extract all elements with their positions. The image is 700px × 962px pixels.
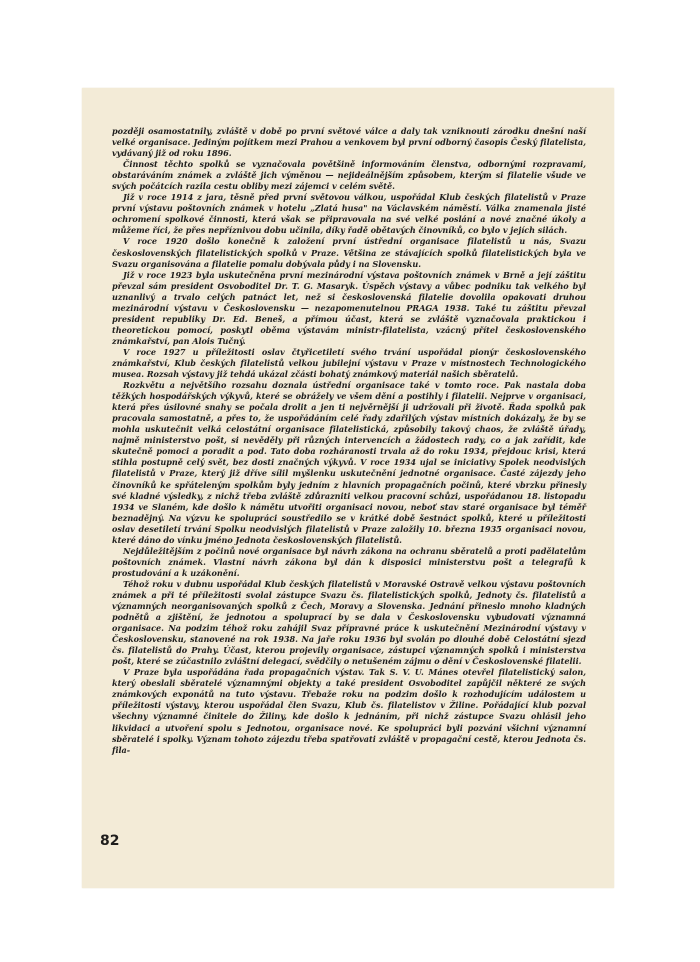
paragraph: Již v roce 1914 z jara, těsně před první světovou válkou, uspořádal Klub českých filatelistů v Praze první výstavu poštovních známek v hotelu „Zlatá husa" na Václavském náměstí. Válka znamenala jisté ochromení spolkové činnosti, která však se připravovala na své velké poslání a nové značné úkoly a můžeme říci, že přes nepříznivou dobu učinila, díky řadě obětavých činovníků, co bylo v jejích silách. <box>112 192 586 236</box>
paragraph: V Praze byla uspořádána řada propagačních výstav. Tak S. V. U. Mánes otevřel filatelistický salon, který obeslali sběratelé významnými objekty a také president Osvoboditel zapůjčil některé ze svých známkových exponátů na tuto výstavu. Třebaže roku na podzim došlo k rozhodujícím událostem u příležitosti výstavy, kterou uspořádal člen Svazu, Klub čs. filatelistov v Žiline. Pořádající klub pozval všechny významné činitele do Žiliny, kde došlo k jednáním, při nichž zástupce Svazu ohlásil jeho likvidaci a utvoření spolu s Jednotou, organisace nové. Ke spolupráci byli pozváni všichni významní sběratelé i spolky. Význam tohoto zájezdu třeba spatřovati zvláště v propagační cestě, kterou Jednota čs. fila- <box>112 667 586 755</box>
paragraph: V roce 1920 došlo konečně k založení první ústřední organisace filatelistů u nás, Svazu československých filatelistických spolků v Praze. Většina ze stávajících spolků filatelistických byla ve Svazu organisována a filatelie pomalu dobývala půdy i na Slovensku. <box>112 236 586 269</box>
paragraph: V roce 1927 u příležitosti oslav čtyřicetiletí svého trvání uspořádal pionýr československého známkařství, Klub českých filatelistů velkou jubilejní výstavu v Praze v místnostech Technologického musea. Rozsah výstavy již tehdá ukázal zčásti bohatý známkový materiál našich sběratelů. <box>112 346 586 380</box>
paragraph: Činnost těchto spolků se vyznačovala povětšině informováním členstva, odbornými rozpravami, obstaráváním známek a zvláště jich výměnou — nejideálnějším způsobem, kterým si filatelie všude ve svých počátcích razila cestu obliby mezi zájemci v celém světě. <box>112 159 586 192</box>
paragraph: Rozkvětu a největšího rozsahu doznala ústřední organisace také v tomto roce. Pak nastala doba těžkých hospodářských výkyvů, které se obrážely ve všem dění a postihly i filatelii. Nejprve v organisaci, která přes úsilovné snahy se počala drolit a jen ti nejvěrnější ji udržovali při životě. Řada spolků pak pracovala samostatně, a přes to, že uspořádáním celé řady zdařilých výstav místních dokázaly, že by se mohla uskutečnit velká celostátní organisace filatelistická, způsobily takový chaos, že zvláště úřady, najmě ministerstvo pošt, si nevěděly při různých intervencích a žádostech rady, co a jak zařídit, kde skutečně pomoci a poradit a pod. Tato doba rozháranosti trvala až do roku 1934, přejdouc krisi, která stihla postupně celý svět, bez dosti značných výkyvů. V roce 1934 ujal se iniciativy Spolek neodvislých filatelistů v Praze, který již dříve sílil myšlenku uskutečnění jednotné organisace. Časté zájezdy jeho činovníků ke spřáteleným spolkům byly jedním z hlavních propagačních počinů, které vbrzku přinesly své kladné výsledky, z nichž třeba zvláště zdůrazniti velkou pracovní schůzi, uspořádanou 18. listopadu 1934 ve Slaném, kde došlo k námětu utvořiti organisaci novou, neboť stav staré organisace byl téměř beznadějný. Na výzvu ke spolupráci soustředilo se v krátké době šestnáct spolků, které u příležitosti oslav desetiletí trvání Spolku neodvislých filatelistů v Praze založily 10. března 1935 organisaci novou, které dáno do vínku jméno Jednota československých filatelistů. <box>112 380 586 545</box>
page-number: 82 <box>100 833 120 849</box>
body-text <box>112 126 586 756</box>
paragraph: později osamostatnily, zvláště v době po první světové válce a daly tak vzniknouti zárodku dnešní naší velké organisace. Jediným pojítkem mezi Prahou a venkovem byl první odborný časopis Český filatelista, vydávaný již od roku 1896. <box>112 126 586 159</box>
book-page <box>82 88 614 888</box>
paragraph: Téhož roku v dubnu uspořádal Klub českých filatelistů v Moravské Ostravě velkou výstavu poštovních známek a při té příležitosti svolal zástupce Svazu čs. filatelistických spolků, Jednoty čs. filatelistů a významných neorganisovaných spolků z Čech, Moravy a Slovenska. Jednání přineslo mnoho kladných podnětů a zjištění, že jednotou a spoluprací by se dala v Československu vybudovati významná organisace. Na podzim téhož roku zahájil Svaz přípravné práce k uskutečnění Mezinárodní výstavy v Československu, stanovené na rok 1938. Na jaře roku 1936 byl svolán po dlouhé době Celostátní sjezd čs. filatelistů do Prahy. Účast, kterou projevily organisace, zástupci významných spolků i ministerstva pošt, které se zúčastnilo zvláštní delegací, svědčily o netušeném zájmu o dění v Československé filatelii. <box>112 578 586 667</box>
paragraph: Již v roce 1923 byla uskutečněna první mezinárodní výstava poštovních známek v Brně a její záštitu převzal sám president Osvoboditel Dr. T. G. Masaryk. Úspěch výstavy a vůbec podniku tak velkého byl uznanlivý a trvalo celých patnáct let, než si československá filatelie dovolila opakovati druhou mezinárodní výstavu v Československu — nezapomenutelnou PRAGA 1938. Také tu záštitu převzal president republiky Dr. Ed. Beneš, a přímou účast, která se zvláště vyznačovala praktickou i theoretickou pomocí, poskytl oběma výstavám ministr-filatelista, vzácný přítel československého známkařství, pan Alois Tučný. <box>112 269 586 346</box>
paragraph: Nejdůležitějším z počinů nové organisace byl návrh zákona na ochranu sběratelů a proti padělatelům poštovních známek. Vlastní návrh zákona byl dán k disposici ministerstvu pošt a telegrafů k prostudování a k uzákonění. <box>112 545 586 578</box>
